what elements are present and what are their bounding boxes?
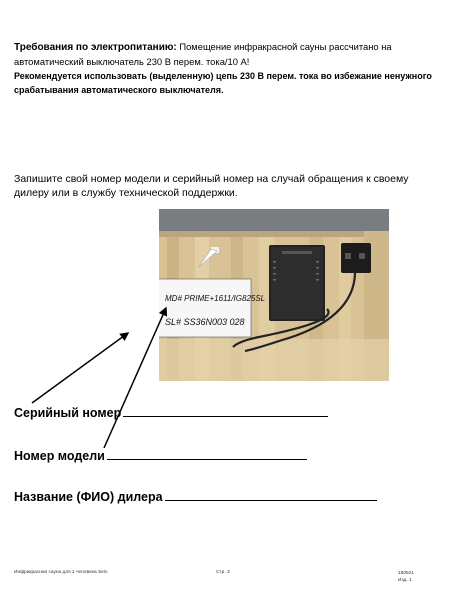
footer-page-number: Стр. 3 [216,570,230,575]
footer-revision: Изд. 1 [398,578,412,583]
footer-doc-info [398,570,414,584]
label-model-text: MD# PRIME+1611/IG825SL [165,294,266,303]
serial-number-field [14,404,328,420]
label-serial-text: SL# SS36N003 028 [165,317,245,327]
power-text: Помещение инфракрасной сауны рассчитано на автоматический выключатель 230 В перем. тока/10 А! [14,41,392,67]
model-number-field [14,447,307,463]
model-number-blank[interactable] [107,447,307,460]
record-numbers-note: Запишите свой номер модели и серийный номер на случай обращения к своему дилеру или в службу технической поддержки. [14,173,409,199]
footer-product: Инфракрасная сауна для 1 человека Sein [14,570,108,575]
dealer-name-field [14,488,377,504]
power-heading: Требования по электропитанию: [14,42,177,53]
serial-number-blank[interactable] [123,404,328,417]
arrow-to-model [104,308,166,448]
model-number-label: Номер модели [14,449,105,463]
footer-doc-code: 180521 [398,571,415,576]
power-recommendation: Рекомендуется использовать (выделенную) цепь 230 В перем. тока во избежание ненужного срабатывания автоматического выключателя. [14,71,432,95]
arrow-to-serial [32,333,128,403]
dealer-name-label: Название (ФИО) дилера [14,490,163,504]
dealer-name-blank[interactable] [165,488,377,501]
serial-number-label: Серийный номер [14,406,122,420]
